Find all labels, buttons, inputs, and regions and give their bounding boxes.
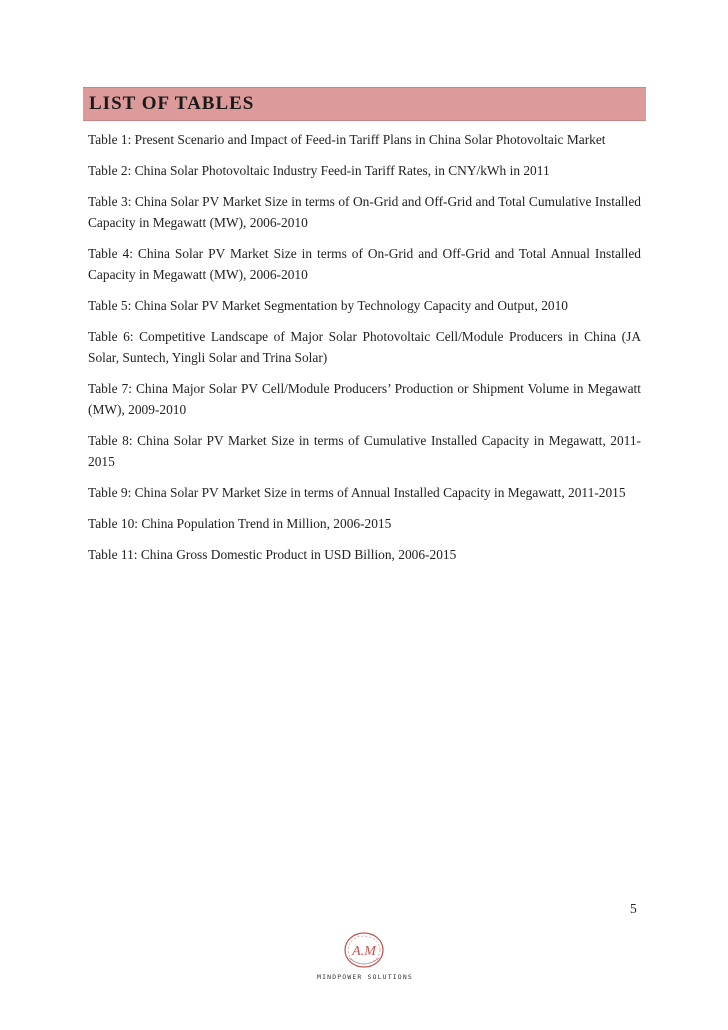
- table-entry-9: Table 9: China Solar PV Market Size in terms of Annual Installed Capacity in Megawatt, 2011-2015: [88, 485, 626, 500]
- table-entry-7: Table 7: China Major Solar PV Cell/Module Producers’ Production or Shipment Volume in Megawatt (MW), 2009-2010: [88, 381, 641, 417]
- logo-initials: A.M: [352, 944, 376, 959]
- section-title: LIST OF TABLES: [89, 93, 255, 114]
- table-entry-6: Table 6: Competitive Landscape of Major Solar Photovoltaic Cell/Module Producers in China (JA Solar, Suntech, Yingli Solar and Trina Solar): [88, 329, 641, 365]
- table-entry-4: Table 4: China Solar PV Market Size in terms of On-Grid and Off-Grid and Total Annual Installed Capacity in Megawatt (MW), 2006-2010: [88, 246, 641, 282]
- table-entry-1: Table 1: Present Scenario and Impact of Feed-in Tariff Plans in China Solar Photovoltaic Market: [88, 132, 606, 147]
- table-entry-2: Table 2: China Solar Photovoltaic Industry Feed-in Tariff Rates, in CNY/kWh in 2011: [88, 163, 550, 178]
- footer-logo: [310, 930, 420, 990]
- table-entry-11: Table 11: China Gross Domestic Product in USD Billion, 2006-2015: [88, 547, 457, 562]
- am-mindpower-logo-icon: [341, 930, 387, 970]
- table-entry-8: Table 8: China Solar PV Market Size in terms of Cumulative Installed Capacity in Megawatt, 2011-2015: [88, 433, 641, 469]
- list-of-tables: [88, 129, 641, 575]
- table-entry-10: Table 10: China Population Trend in Million, 2006-2015: [88, 516, 392, 531]
- table-entry-5: Table 5: China Solar PV Market Segmentation by Technology Capacity and Output, 2010: [88, 298, 568, 313]
- section-header-bar: [83, 87, 646, 121]
- page-number: 5: [630, 901, 637, 916]
- table-entry-3: Table 3: China Solar PV Market Size in terms of On-Grid and Off-Grid and Total Cumulative Installed Capacity in Megawatt (MW), 2006-2010: [88, 194, 641, 230]
- logo-text: MINDPOWER SOLUTIONS: [317, 973, 413, 981]
